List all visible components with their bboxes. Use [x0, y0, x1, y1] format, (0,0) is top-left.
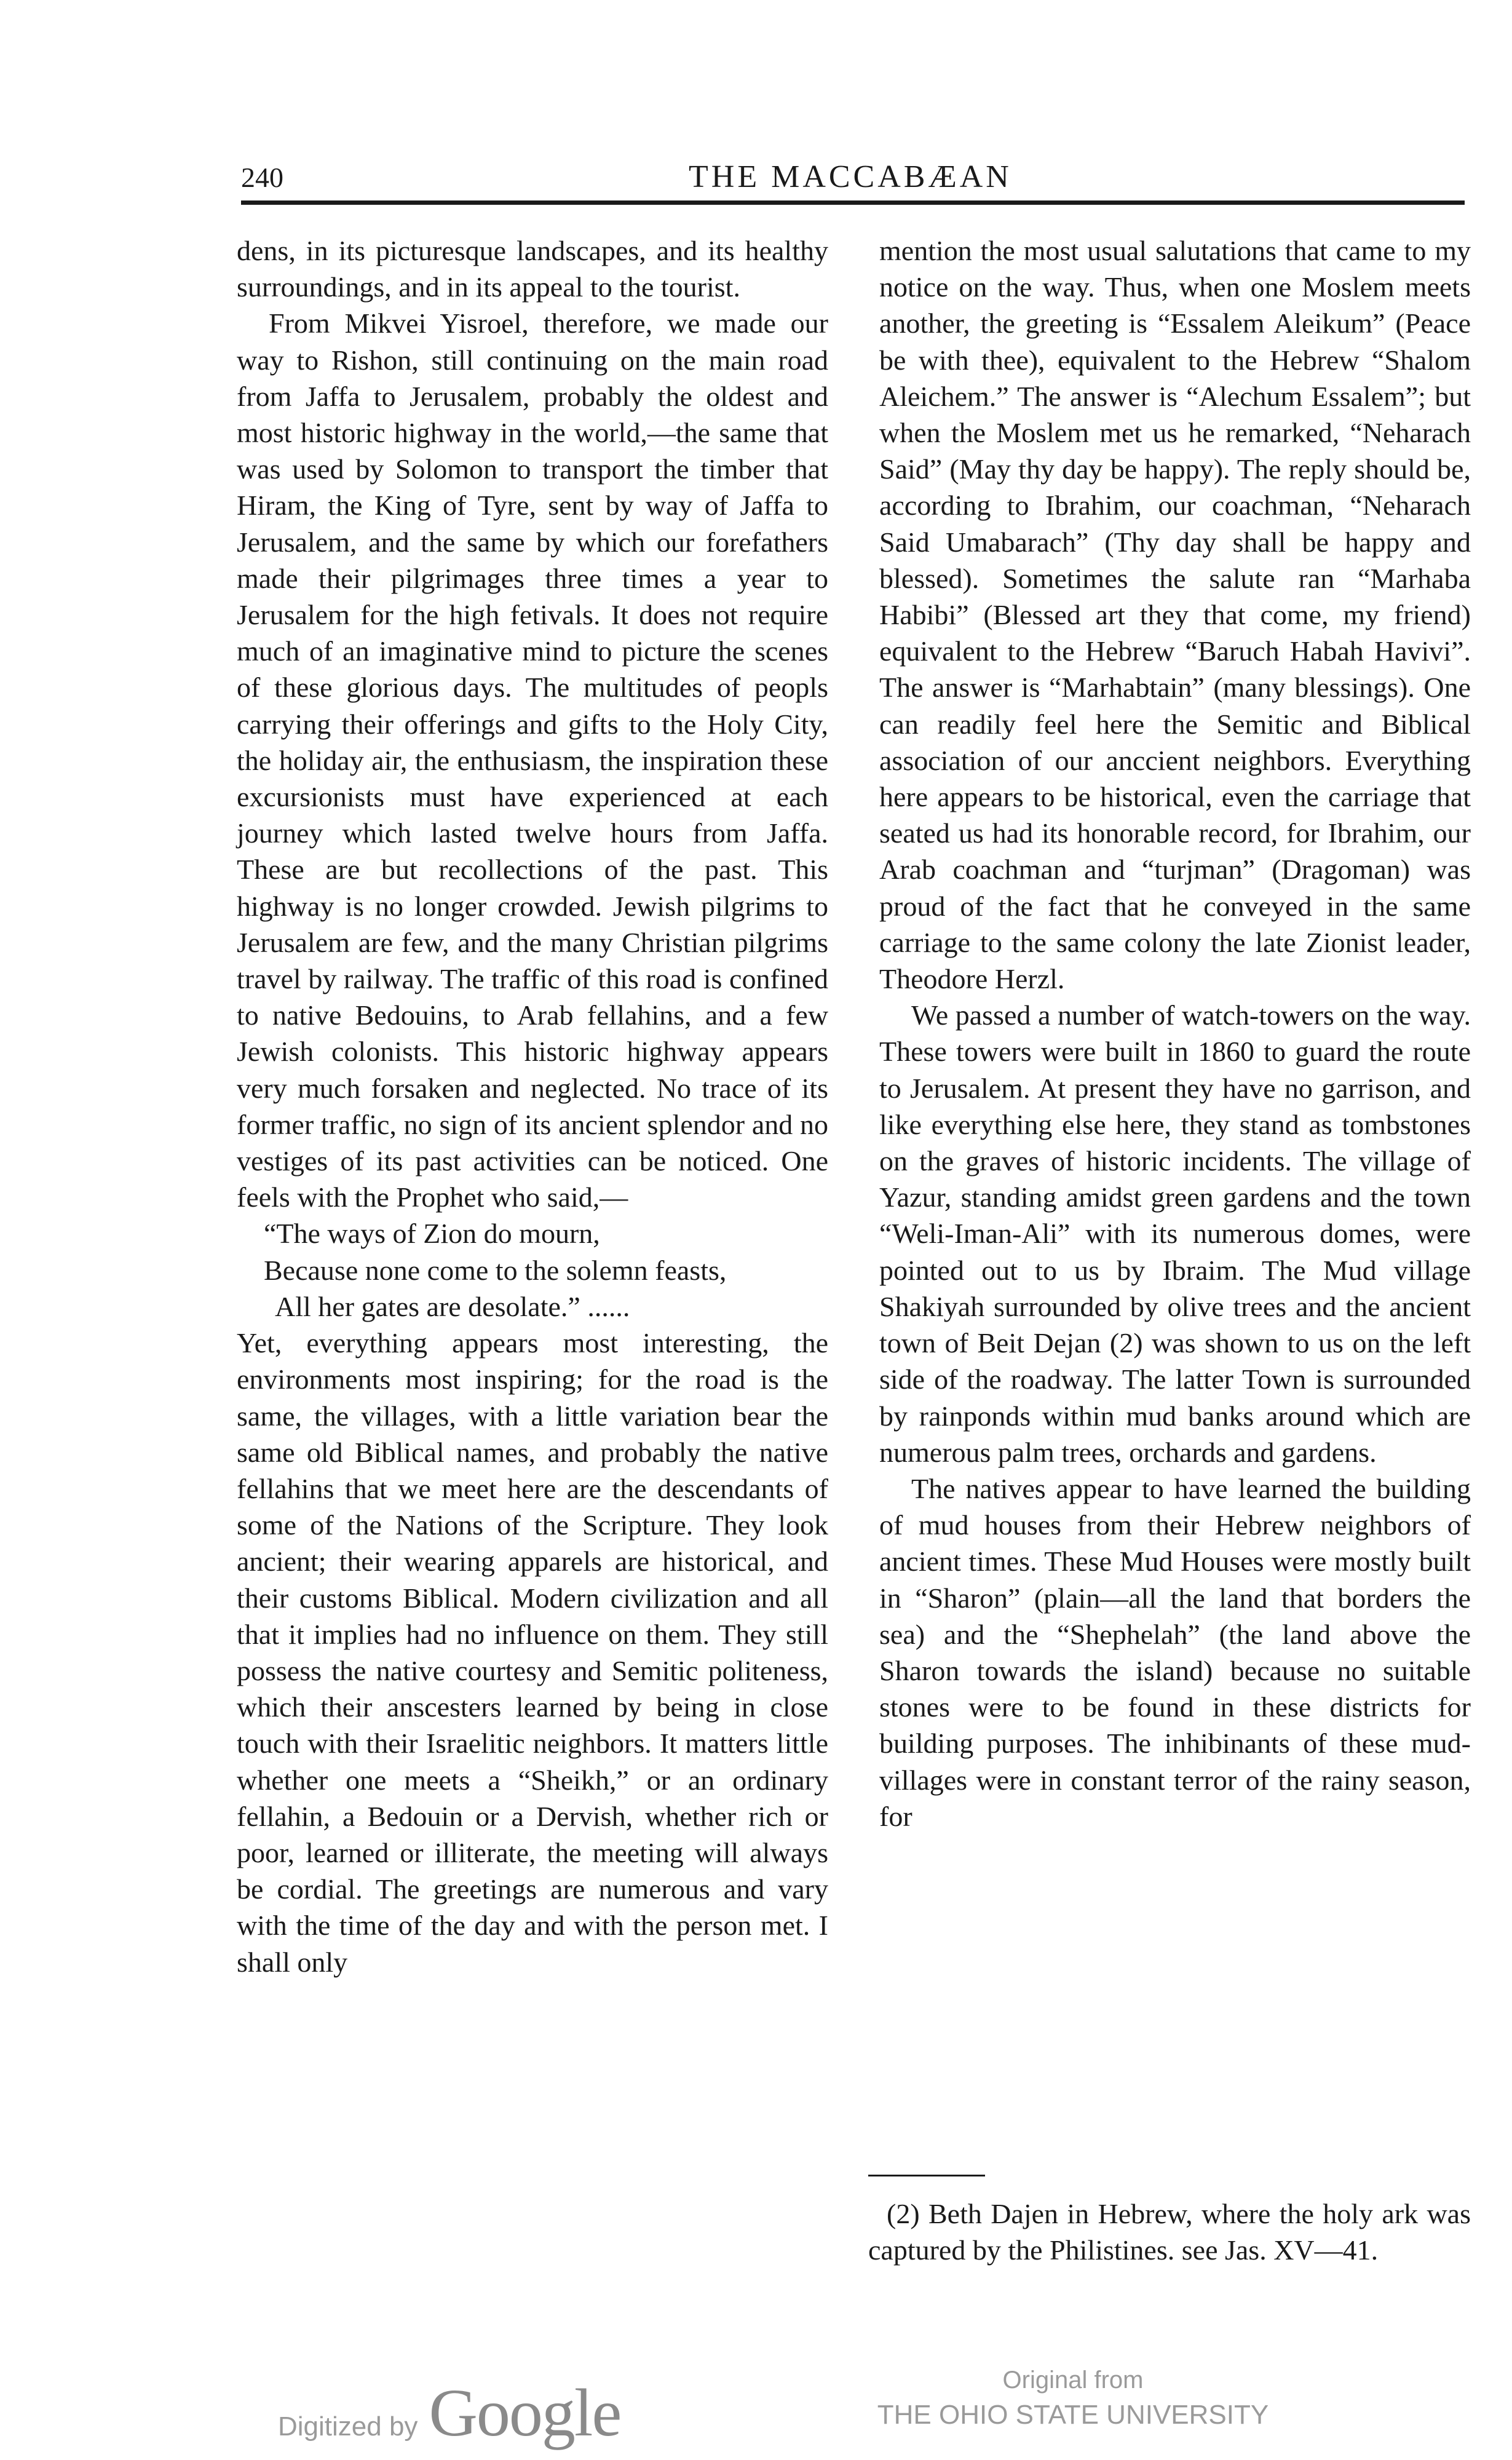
header-rule [241, 200, 1465, 205]
paragraph: From Mikvei Yisroel, therefore, we made our way to Rishon, still continuing on the main road from Jaffa to Jerusalem, probably the oldest and most historic highway in the world,—the same that was used by Solomon to transport the timber that Hiram, the King of Tyre, sent by way of Jaffa to Jerusalem, and the same by which our forefathers made their pilgrimages three times a year to Jerusalem for the high fetivals. It does not require much of an imaginative mind to picture the scenes of these glorious days. The multitudes of peopls carrying their offerings and gifts to the Holy City, the holiday air, the enthusiasm, the inspiration these excursionists must have experienced at each journey which lasted twelve hours from Jaffa. These are but recollections of the past. This highway is no longer crowded. Jewish pilgrims to Jerusalem are few, and the many Christian pilgrims travel by railway. The traffic of this road is confined to native Bedouins, to Arab fellahins, and a few Jewish colonists. This historic highway appears very much forsaken and neglected. No trace of its former traffic, no sign of its ancient splendor and no vestiges of its past activities can be noticed. One feels with the Prophet who said,— [237, 308, 828, 1213]
footnote-rule [868, 2175, 985, 2176]
paragraph: We passed a number of watch-towers on the way. These towers were built in 1860 to guard the route to Jerusalem. At present they have no garrison, and like everything else here, they stand as tombstones on the graves of historic incidents. The village of Yazur, standing amidst green gardens and the town “Weli-Iman-Ali” with its numerous domes, were pointed out to us by Ibraim. The Mud village Shakiyah surrounded by olive trees and the ancient town of Beit Dejan (2) was shown to us on the left side of the roadway. The latter Town is surrounded by rainponds within mud banks around which are numerous palm trees, orchards and gardens. [879, 999, 1471, 1468]
paragraph: Yet, everything appears most interesting, the environments most inspiring; for the road is the same, the villages, with a little variation bear the same old Biblical names, and probably the native fellahins that we meet here are the descendants of some of the Nations of the Scripture. They look ancient; their wearing apparels are historical, and their customs Biblical. Modern civilization and all that it implies had no influence on them. They still possess the native courtesy and Semitic politeness, which their anscesters learned by being in close touch with their Israelitic neighbors. It matters little whether one meets a “Sheikh,” or an ordinary fellahin, a Bedouin or a Dervish, whether rich or poor, learned or illiterate, the meeting will always be cordial. The greetings are numerous and vary with the time of the day and with the person met. I shall only [237, 1327, 828, 1978]
paragraph: dens, in its picturesque landscapes, and its healthy surroundings, and in its appeal to the tourist. [237, 235, 828, 303]
running-title: THE MACCABÆAN [689, 159, 1012, 194]
verse-line: All her gates are desolate.” ...... [275, 1290, 630, 1322]
right-column [879, 232, 1471, 1835]
footnote: (2) Beth Dajen in Hebrew, where the holy ark was captured by the Philistines. see Jas. XV—41. [868, 2198, 1471, 2266]
digitized-by-label: Digitized by [278, 2411, 418, 2442]
digitized-by-google-watermark [278, 2374, 620, 2452]
original-source-watermark [858, 2363, 1288, 2433]
university-label: THE OHIO STATE UNIVERSITY [877, 2400, 1269, 2430]
original-from-label: Original from [1002, 2367, 1144, 2394]
page-number: 240 [241, 162, 283, 193]
google-logo: Google [429, 2375, 621, 2450]
left-column [237, 232, 828, 1980]
verse-quotation [237, 1215, 828, 1325]
verse-line: Because none come to the solemn feasts, [264, 1254, 727, 1286]
paragraph: The natives appear to have learned the building of mud houses from their Hebrew neighbors of ancient times. These Mud Houses were mostly built in “Sharon” (plain—all the land that borders the sea) and the “Shephelah” (the land above the Sharon towards the island) because no suitable stones were to be found in these districts for building purposes. The inhibinants of these mud-villages were in constant terror of the rainy season, for [879, 1472, 1471, 1832]
paragraph: mention the most usual salutations that came to my notice on the way. Thus, when one Moslem meets another, the greeting is “Essalem Aleikum” (Peace be with thee), equivalent to the Hebrew “Shalom Aleichem.” The answer is “Alechum Essalem”; but when the Moslem met us he remarked, “Neharach Said” (May thy day be happy). The reply should be, according to Ibrahim, our coachman, “Neharach Said Umabarach” (Thy day shall be happy and blessed). Sometimes the salute ran “Marhaba Habibi” (Blessed art they that come, my friend) equivalent to the Hebrew “Baruch Habah Havivi”. The answer is “Marhabtain” (many blessings). One can readily feel here the Semitic and Biblical association of our anccient neighbors. Everything here appears to be historical, even the carriage that seated us had its honorable record, for Ibrahim, our Arab coachman and “turjman” (Dragoman) was proud of the fact that he conveyed in the same carriage to the same colony the late Zionist leader, Theodore Herzl. [879, 235, 1471, 995]
verse-line: “The ways of Zion do mourn, [264, 1218, 600, 1250]
